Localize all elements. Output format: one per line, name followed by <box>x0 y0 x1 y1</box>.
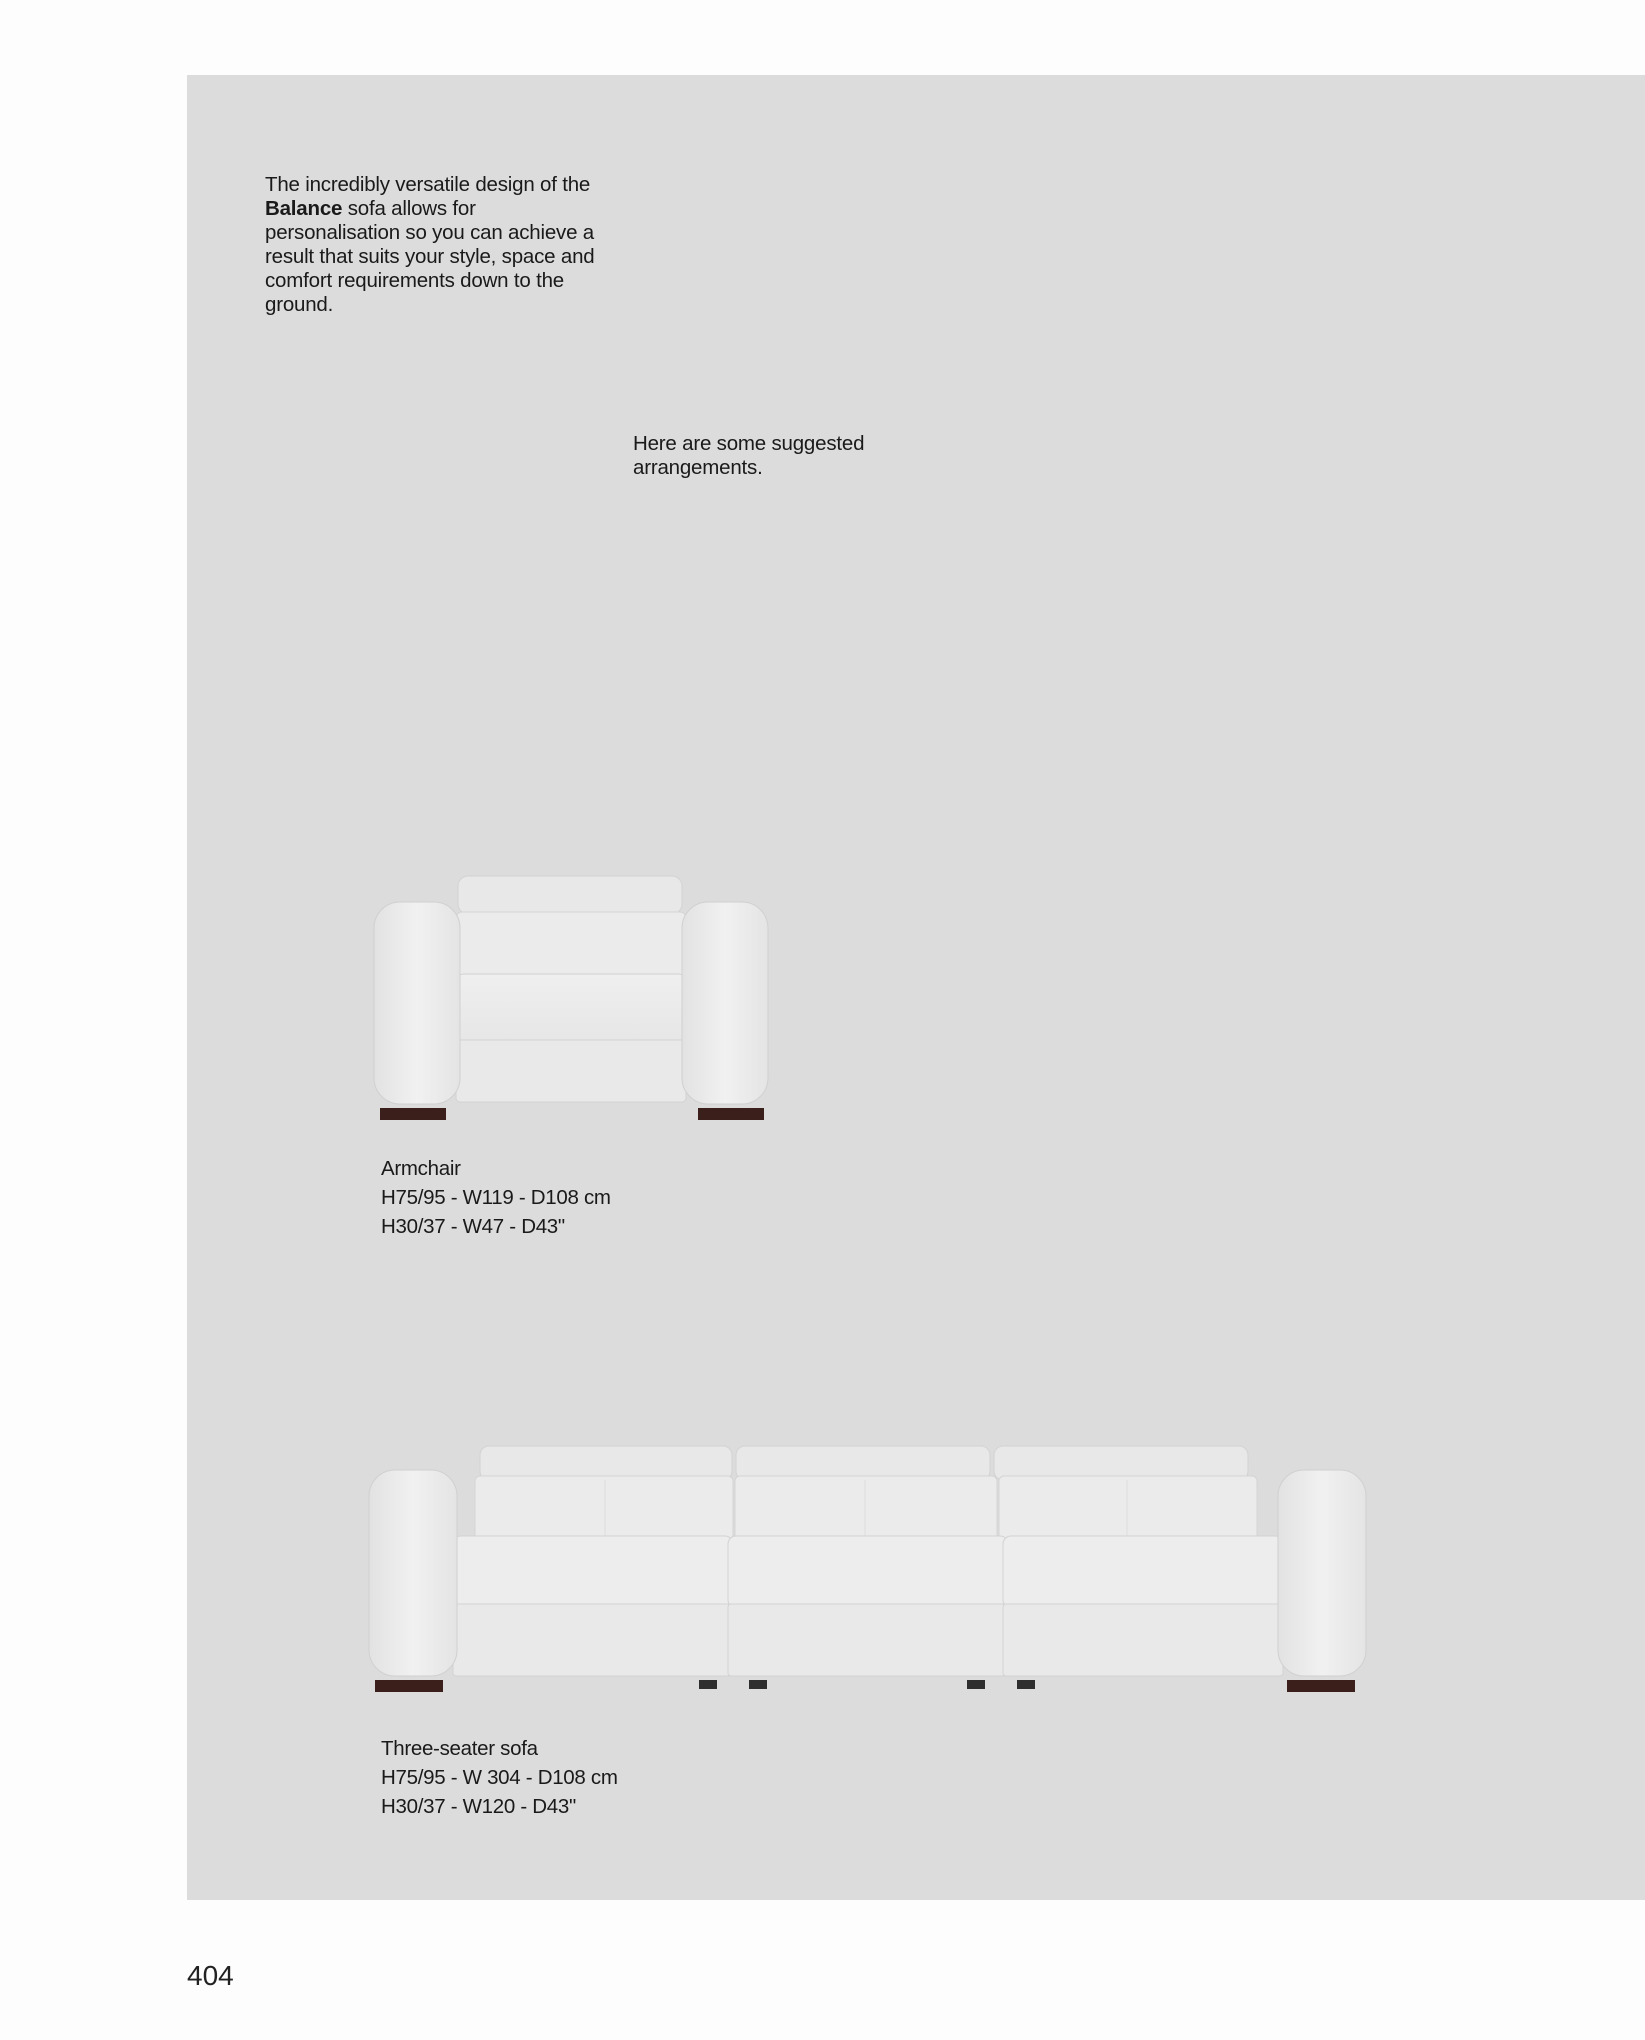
sofa-foot-left <box>375 1680 443 1692</box>
brand-name: Balance <box>265 197 343 220</box>
intro-text-after: sofa allows for personalisation so you can achieve a result that suits your style, space and comfort requirements down to the ground. <box>265 197 595 316</box>
intro-text <box>265 173 605 317</box>
product-name: Three-seater sofa <box>381 1737 538 1760</box>
sofa-foot-inner <box>749 1680 767 1689</box>
armchair-foot-left <box>380 1108 446 1120</box>
sofa-foot-inner <box>699 1680 717 1689</box>
sofa-foot-inner <box>1017 1680 1035 1689</box>
sofa-foot-inner <box>967 1680 985 1689</box>
armchair-image <box>370 872 772 1124</box>
product-dims-in: H30/37 - W120 - D43" <box>381 1795 576 1818</box>
intro-text-before: The incredibly versatile design of the <box>265 173 591 196</box>
armchair-caption <box>381 1154 611 1241</box>
product-dims-cm: H75/95 - W 304 - D108 cm <box>381 1766 618 1789</box>
armchair-foot-right <box>698 1108 764 1120</box>
suggestion-text: Here are some suggested arrangements. <box>633 432 865 479</box>
product-dims-cm: H75/95 - W119 - D108 cm <box>381 1186 611 1209</box>
page-number: 404 <box>187 1960 234 1991</box>
product-dims-in: H30/37 - W47 - D43" <box>381 1215 565 1238</box>
sofa-caption <box>381 1734 618 1821</box>
sofa-foot-right <box>1287 1680 1355 1692</box>
three-seater-sofa-image <box>365 1440 1370 1698</box>
product-name: Armchair <box>381 1157 461 1180</box>
